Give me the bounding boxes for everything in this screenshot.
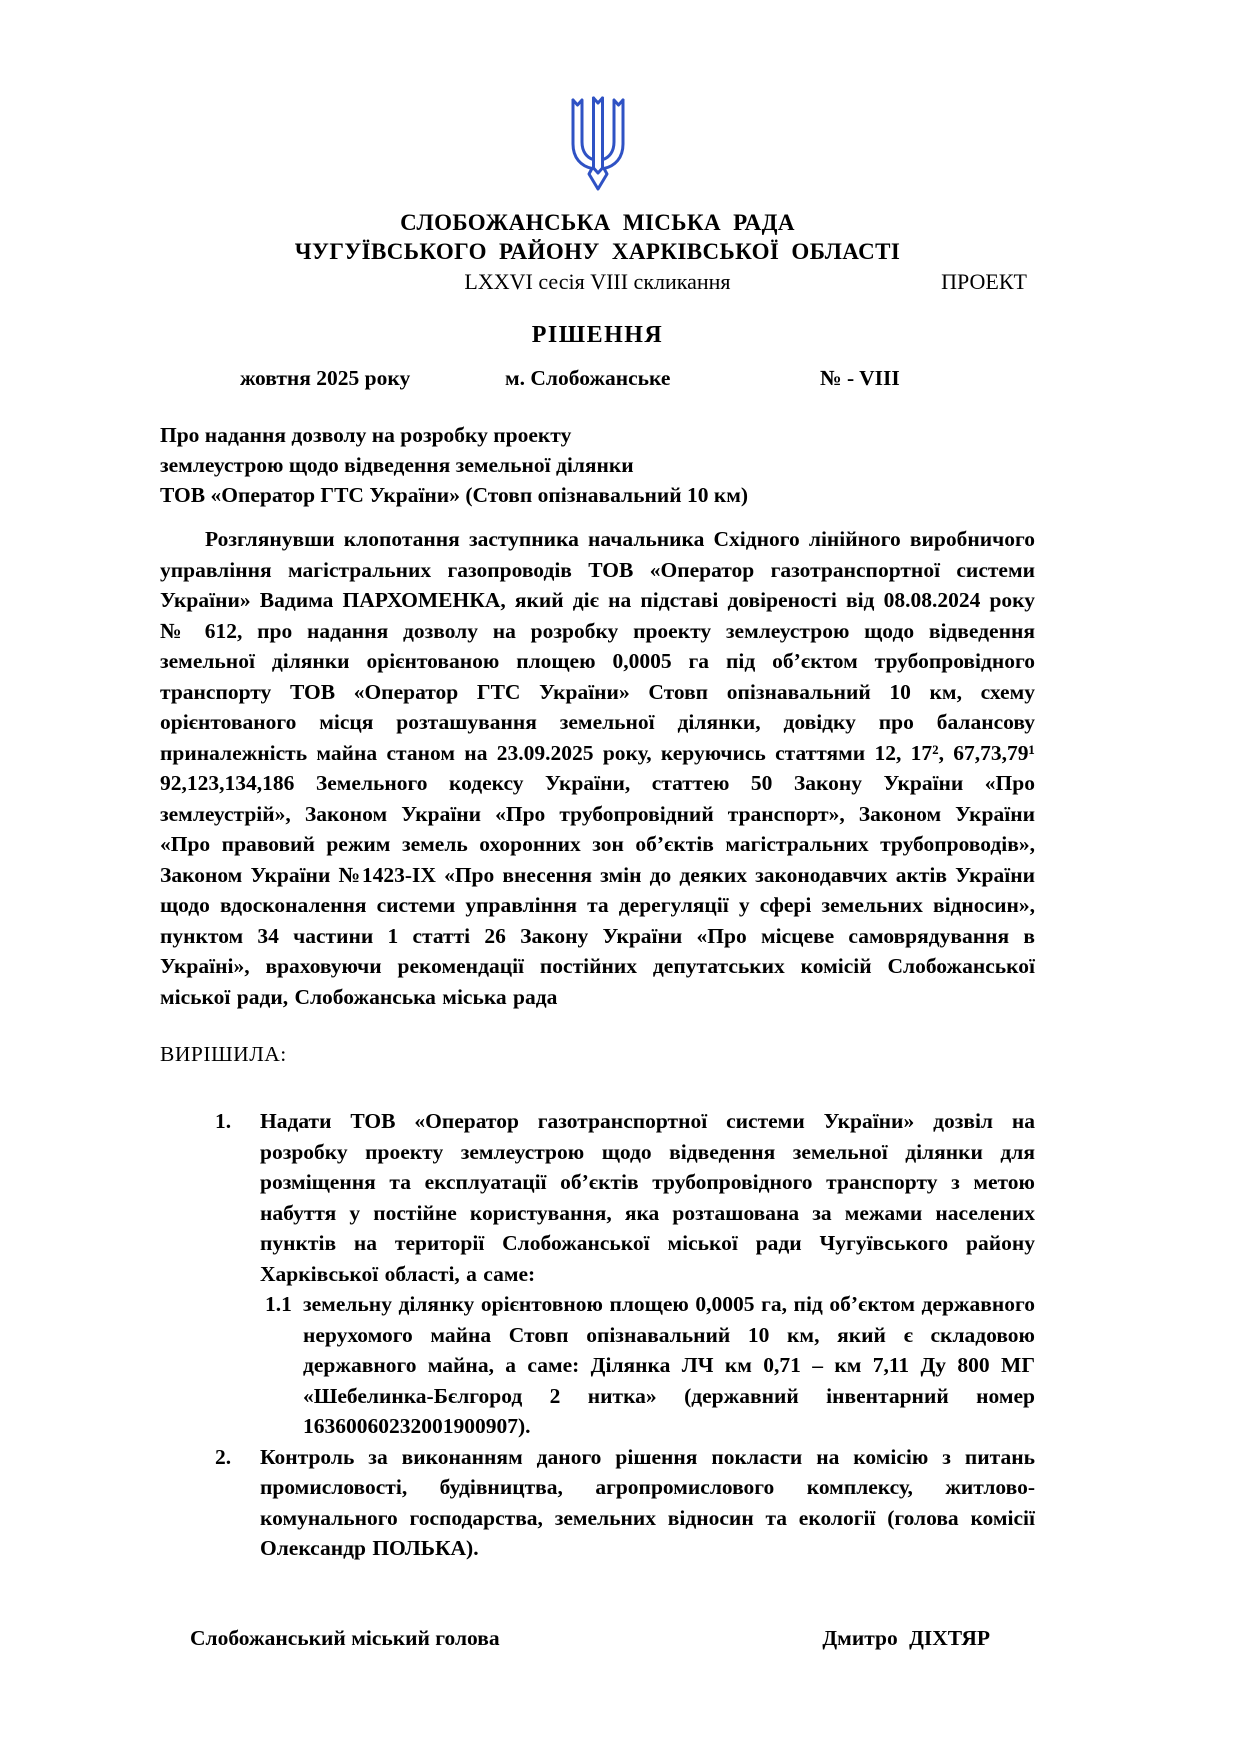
signature-row <box>160 1626 1035 1651</box>
list-item-1-text: Надати ТОВ «Оператор газотранспортної системи України» дозвіл на розробку проекту землеустрою щодо відведення земельної ділянки для розміщення та експлуатації об’єктів трубопровідного транспорту з метою набуття у постійне користування, яка розташована за межами населених пунктів на території Слобожанської міської ради Чугуївського району Харківської області, а саме: <box>260 1109 1035 1286</box>
subject-line-3: ТОВ «Оператор ГТС України» (Стовп опізнавальний 10 км) <box>160 483 749 507</box>
subject-line-1: Про надання дозволу на розробку проекту <box>160 423 572 447</box>
document-title: РІШЕННЯ <box>531 322 664 348</box>
session-label: LXXVI сесія VIII скликання <box>464 269 731 294</box>
subject-block <box>160 420 1035 510</box>
dateline-date: жовтня 2025 року <box>240 366 411 390</box>
signature-title: Слобожанський міський голова <box>190 1625 500 1650</box>
list-item-2 <box>160 1442 1035 1564</box>
resolution-list <box>160 1106 1035 1564</box>
organization-name-line2: ЧУГУЇВСЬКОГО РАЙОНУ ХАРКІВСЬКОЇ ОБЛАСТІ <box>294 239 901 264</box>
list-item-1-1-number: 1.1 <box>265 1292 292 1316</box>
list-item-1-number: 1. <box>215 1109 232 1133</box>
resolution-word: ВИРІШИЛА: <box>160 1042 287 1066</box>
dateline-number: № - VIII <box>820 366 900 390</box>
list-item-1-1 <box>160 1289 1035 1442</box>
emblem-container <box>160 92 1035 200</box>
ukraine-trident-emblem <box>562 92 634 194</box>
project-label: ПРОЕКТ <box>941 269 1027 294</box>
list-item-2-number: 2. <box>215 1444 232 1469</box>
dateline <box>160 366 1035 394</box>
list-item-2-text: Контроль за виконанням даного рішення покласти на комісію з питань промисловості, будівництва, агропромислового комплексу, житлово-комунального господарства, земельних відносин та екології (голова комісії Олександр ПОЛЬКА). <box>260 1444 1035 1560</box>
preamble-paragraph: Розглянувши клопотання заступника начальника Східного лінійного виробничого управління магістральних газопроводів ТОВ «Оператор газотранспортної системи України» Вадима ПАРХОМЕНКА, який діє на підставі довіреності від 08.08.2024 року № 612, про надання дозволу на розробку проекту землеустрою щодо відведення земельної ділянки орієнтованою площею 0,0005 га під об’єктом трубопровідного транспорту ТОВ «Оператор ГТС України» Стовп опізнавальний 10 км, схему орієнтованого місця розташування земельної ділянки, довідку про балансову приналежність майна станом на 23.09.2025 року, керуючись статтями 12, 17², 67,73,79¹ 92,123,134,186 Земельного кодексу України, статтею 50 Закону України «Про землеустрій», Законом України «Про трубопровідний транспорт», Законом України «Про правовий режим земель охоронних зон об’єктів магістральних трубопроводів», Законом України №1423-ІХ «Про внесення змін до деяких законодавчих актів України щодо вдосконалення системи управління та дерегуляції у сфері земельних відносин», пунктом 34 частини 1 статті 26 Закону України «Про місцеве самоврядування в Україні», враховуючи рекомендації постійних депутатських комісій Слобожанської міської ради, Слобожанська міська рада <box>160 527 1035 1009</box>
list-item-1-1-text: земельну ділянку орієнтовною площею 0,0005 га, під об’єктом державного нерухомого майна Стовп опізнавальний 10 км, який є складовою державного майна, а саме: Ділянка ЛЧ км 0,71 – км 7,11 Ду 800 МГ «Шебелинка-Бєлгород 2 нитка» (державний інвентарний номер 16360060232001900907). <box>303 1292 1035 1438</box>
dateline-place: м. Слобожанське <box>505 366 671 390</box>
signature-name: Дмитро ДІХТЯР <box>822 1625 990 1650</box>
session-row <box>160 268 1035 296</box>
organization-name-line1: СЛОБОЖАНСЬКА МІСЬКА РАДА <box>400 210 795 235</box>
list-item-1 <box>160 1106 1035 1289</box>
subject-line-2: землеустрою щодо відведення земельної ділянки <box>160 453 634 477</box>
